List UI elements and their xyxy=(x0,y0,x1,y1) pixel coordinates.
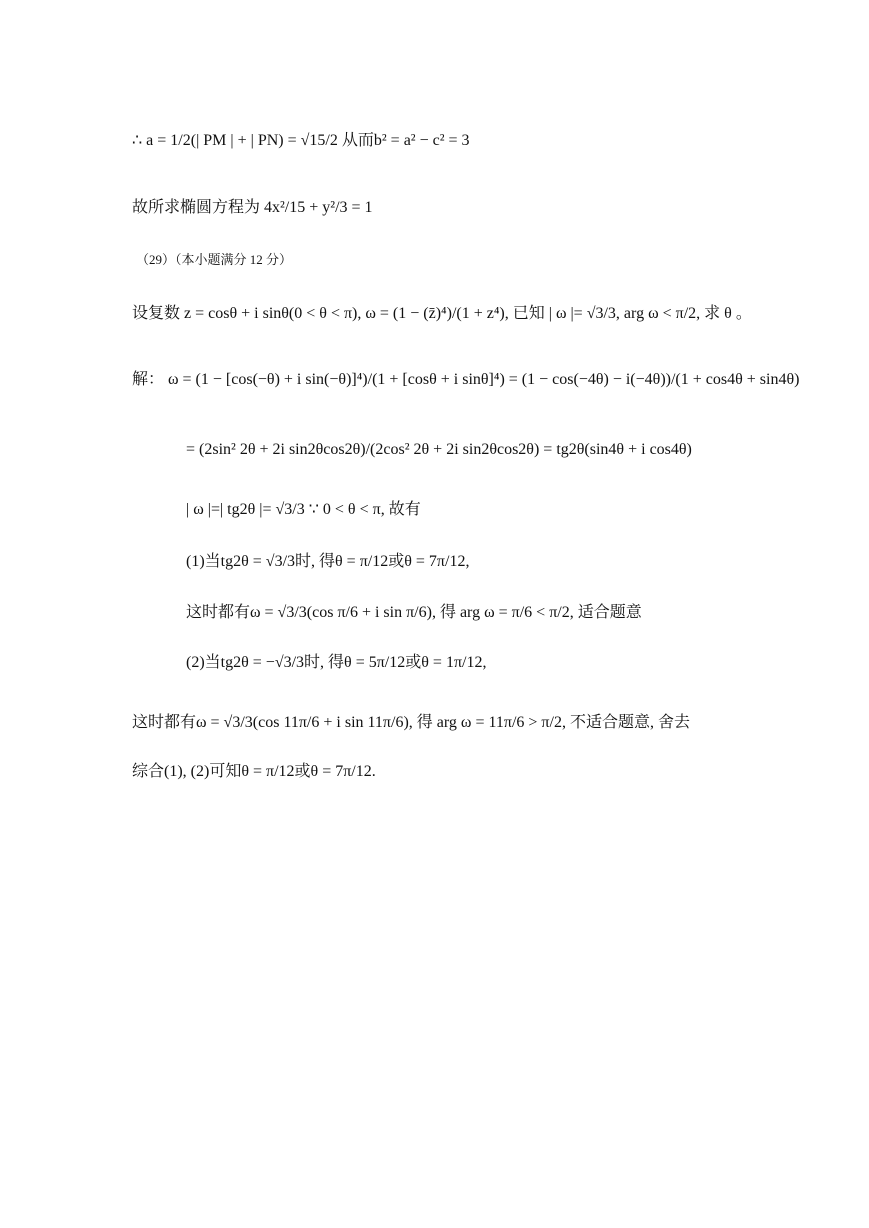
ellipse-equation-line: 故所求椭圆方程为 4x²/15 + y²/3 = 1 xyxy=(132,199,373,216)
derivation-line-a-value: ∴ a = 1/2(| PM | + | PN) = √15/2 从而b² = a² − c² = 3 xyxy=(132,132,470,149)
case-2-condition: (2)当tg2θ = −√3/3时, 得θ = 5π/12或θ = 1π/12, xyxy=(186,654,487,671)
problem-29-header: （29）（本小题满分 12 分） xyxy=(136,252,293,267)
solution-step-modulus: | ω |=| tg2θ |= √3/3 ∵ 0 < θ < π, 故有 xyxy=(186,501,421,518)
case-2-result: 这时都有ω = √3/3(cos 11π/6 + i sin 11π/6), 得 arg ω = 11π/6 > π/2, 不适合题意, 舍去 xyxy=(132,714,690,731)
problem-29-statement: 设复数 z = cosθ + i sinθ(0 < θ < π), ω = (1 − (z̄)⁴)/(1 + z⁴), 已知 | ω |= √3/3, arg ω < π/2, 求 θ 。 xyxy=(132,305,752,322)
solution-step-simplify: = (2sin² 2θ + 2i sin2θcos2θ)/(2cos² 2θ + 2i sin2θcos2θ) = tg2θ(sin4θ + i cos4θ) xyxy=(186,441,692,458)
case-1-result: 这时都有ω = √3/3(cos π/6 + i sin π/6), 得 arg ω = π/6 < π/2, 适合题意 xyxy=(186,604,642,621)
solution-step-omega-expression: 解： ω = (1 − [cos(−θ) + i sin(−θ)]⁴)/(1 + [cosθ + i sinθ]⁴) = (1 − cos(−4θ) − i(−4θ))/(1 + cos4θ + sin4θ) xyxy=(132,371,800,388)
case-1-condition: (1)当tg2θ = √3/3时, 得θ = π/12或θ = 7π/12, xyxy=(186,553,470,570)
conclusion-line: 综合(1), (2)可知θ = π/12或θ = 7π/12. xyxy=(132,763,376,780)
